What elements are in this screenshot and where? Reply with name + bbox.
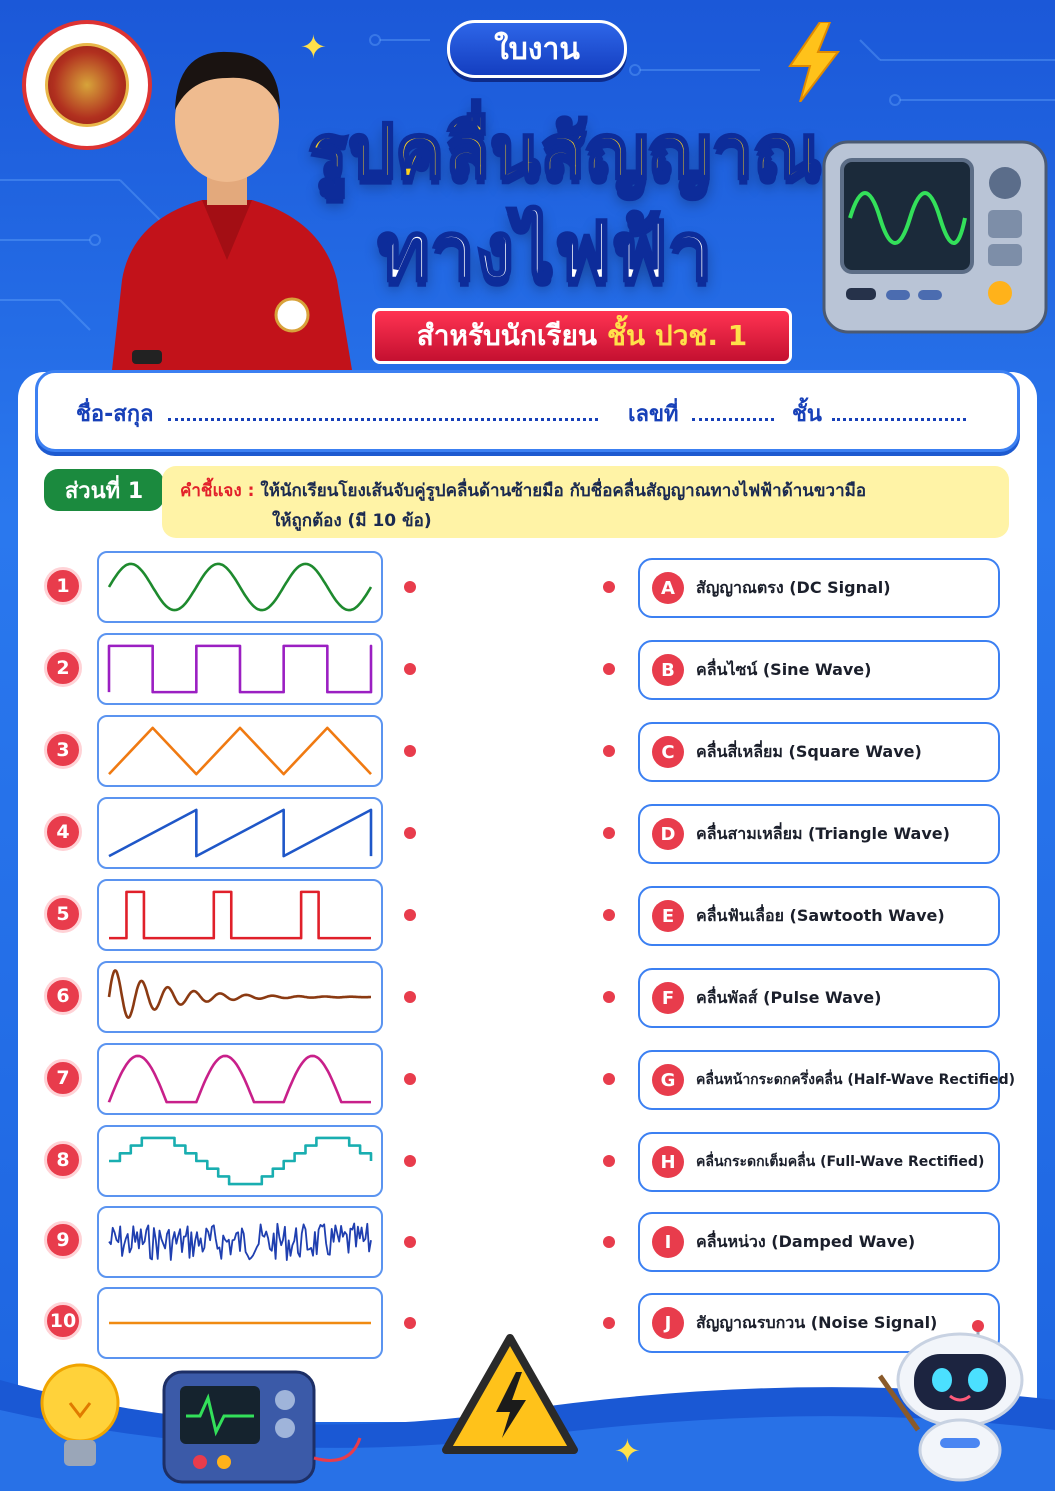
waveform-line-pulse (109, 892, 371, 938)
sparkle-icon: ✦ (300, 28, 327, 66)
lightning-bolt-icon (784, 22, 844, 102)
question-number-text: 4 (56, 821, 70, 843)
waveform (99, 799, 381, 867)
left-connector-dot[interactable] (404, 581, 416, 593)
light-bulb-icon (30, 1358, 130, 1483)
option-letter: B (652, 654, 684, 686)
class-field[interactable] (832, 418, 966, 421)
title-line1: รูปคลื่นสัญญาณ (308, 109, 822, 195)
option-letter: F (652, 982, 684, 1014)
option-letter: D (652, 818, 684, 850)
waveform-line-stepped-sine (109, 1138, 371, 1184)
instruction-line2: ให้ถูกต้อง (มี 10 ข้อ) (272, 511, 432, 531)
answer-option-c[interactable] (638, 722, 1000, 782)
waveform (99, 717, 381, 785)
right-connector-dot[interactable] (603, 827, 615, 839)
ribbon-prefix: สำหรับนักเรียน (416, 319, 598, 352)
option-letter: J (652, 1307, 684, 1339)
question-number (44, 649, 82, 687)
left-connector-dot[interactable] (404, 909, 416, 921)
waveform-box (97, 1125, 383, 1197)
question-number (44, 1302, 82, 1340)
option-letter: G (652, 1064, 684, 1096)
question-number-text: 7 (56, 1067, 70, 1089)
answer-option-i[interactable] (638, 1212, 1000, 1272)
option-label: คลื่นพัลส์ (Pulse Wave) (696, 987, 882, 1007)
right-connector-dot[interactable] (603, 581, 615, 593)
right-connector-dot[interactable] (603, 1073, 615, 1085)
waveform-line-sawtooth (109, 810, 371, 856)
right-connector-dot[interactable] (603, 1236, 615, 1248)
number-field[interactable] (692, 418, 774, 421)
right-connector-dot[interactable] (603, 745, 615, 757)
waveform-line-damped (109, 970, 371, 1017)
left-connector-dot[interactable] (404, 991, 416, 1003)
waveform (99, 963, 381, 1031)
waveform (99, 1208, 381, 1276)
question-number-text: 6 (56, 985, 70, 1007)
instruction-box (162, 466, 1009, 538)
name-label: ชื่อ-สกุล (76, 402, 154, 427)
waveform (99, 635, 381, 703)
option-letter: A (652, 572, 684, 604)
question-number-text: 8 (56, 1149, 70, 1171)
right-connector-dot[interactable] (603, 1317, 615, 1329)
option-label: สัญญาณรบกวน (Noise Signal) (696, 1312, 938, 1332)
answer-option-h[interactable] (638, 1132, 1000, 1192)
waveform-box (97, 879, 383, 951)
waveform-box (97, 715, 383, 787)
question-number-text: 10 (49, 1310, 77, 1332)
question-number-text: 5 (56, 903, 70, 925)
question-number (44, 1141, 82, 1179)
option-label: คลื่นหน้ากระดกครึ่งคลื่น (Half-Wave Rectified) (696, 1072, 1015, 1088)
section-tag-text: ส่วนที่ 1 (64, 478, 144, 504)
left-connector-dot[interactable] (404, 1317, 416, 1329)
waveform-line-square (109, 646, 371, 692)
instruction-line1: ให้นักเรียนโยงเส้นจับคู่รูปคลื่นด้านซ้ายมือ กับชื่อคลื่นสัญญาณทางไฟฟ้าด้านขวามือ (260, 481, 867, 501)
worksheet-badge (447, 20, 627, 78)
left-connector-dot[interactable] (404, 745, 416, 757)
question-number (44, 895, 82, 933)
waveform-line-noise (109, 1224, 371, 1261)
option-label: คลื่นไซน์ (Sine Wave) (696, 659, 872, 679)
question-number (44, 813, 82, 851)
left-connector-dot[interactable] (404, 1073, 416, 1085)
left-connector-dot[interactable] (404, 663, 416, 675)
ribbon-level: ชั้น ปวช. 1 (607, 319, 748, 352)
option-label: คลื่นหน่วง (Damped Wave) (696, 1231, 916, 1251)
waveform-line-triangle (109, 728, 371, 774)
question-number-text: 2 (56, 657, 70, 679)
waveform (99, 881, 381, 949)
waveform (99, 1045, 381, 1113)
waveform-box (97, 1206, 383, 1278)
waveform-box (97, 551, 383, 623)
question-number-text: 1 (56, 575, 70, 597)
class-label: ชั้น (792, 402, 822, 427)
left-connector-dot[interactable] (404, 1155, 416, 1167)
waveform-line-sine (109, 564, 371, 610)
waveform-box (97, 633, 383, 705)
student-info-box (35, 370, 1020, 452)
waveform-box (97, 1043, 383, 1115)
answer-option-a[interactable] (638, 558, 1000, 618)
answer-option-e[interactable] (638, 886, 1000, 946)
answer-option-d[interactable] (638, 804, 1000, 864)
option-label: คลื่นกระดกเต็มคลื่น (Full-Wave Rectified) (696, 1154, 985, 1170)
answer-option-b[interactable] (638, 640, 1000, 700)
waveform-line-half-wave-rectified (109, 1056, 371, 1102)
question-number (44, 731, 82, 769)
option-label: คลื่นสามเหลี่ยม (Triangle Wave) (696, 823, 950, 843)
waveform-box (97, 961, 383, 1033)
title-line2: ทางไฟฟ้า (377, 205, 713, 298)
option-letter: E (652, 900, 684, 932)
left-connector-dot[interactable] (404, 1236, 416, 1248)
right-connector-dot[interactable] (603, 1155, 615, 1167)
option-label: สัญญาณตรง (DC Signal) (696, 577, 891, 597)
question-number-text: 9 (56, 1229, 70, 1251)
name-field[interactable] (168, 418, 598, 421)
answer-option-f[interactable] (638, 968, 1000, 1028)
option-label: คลื่นฟันเลื่อย (Sawtooth Wave) (696, 905, 945, 925)
waveform-box (97, 797, 383, 869)
answer-option-g[interactable] (638, 1050, 1015, 1110)
option-letter: I (652, 1226, 684, 1258)
right-connector-dot[interactable] (603, 909, 615, 921)
waveform (99, 553, 381, 621)
level-ribbon (372, 308, 792, 364)
section-tag (44, 469, 164, 511)
right-connector-dot[interactable] (603, 991, 615, 1003)
question-number (44, 977, 82, 1015)
oscilloscope-icon (820, 138, 1050, 338)
instruction-label: คำชี้แจง : (180, 481, 255, 501)
high-voltage-warning-icon (440, 1332, 580, 1457)
question-number (44, 567, 82, 605)
question-number (44, 1059, 82, 1097)
number-label: เลขที่ (628, 402, 679, 427)
sparkle-icon: ✦ (614, 1432, 641, 1470)
question-number-text: 3 (56, 739, 70, 761)
left-connector-dot[interactable] (404, 827, 416, 839)
small-oscilloscope-icon (160, 1368, 370, 1486)
option-label: คลื่นสี่เหลี่ยม (Square Wave) (696, 741, 922, 761)
question-number (44, 1221, 82, 1259)
right-connector-dot[interactable] (603, 663, 615, 675)
badge-text: ใบงาน (494, 31, 580, 67)
robot-mascot-icon (870, 1318, 1030, 1486)
option-letter: C (652, 736, 684, 768)
option-letter: H (652, 1146, 684, 1178)
waveform (99, 1127, 381, 1195)
